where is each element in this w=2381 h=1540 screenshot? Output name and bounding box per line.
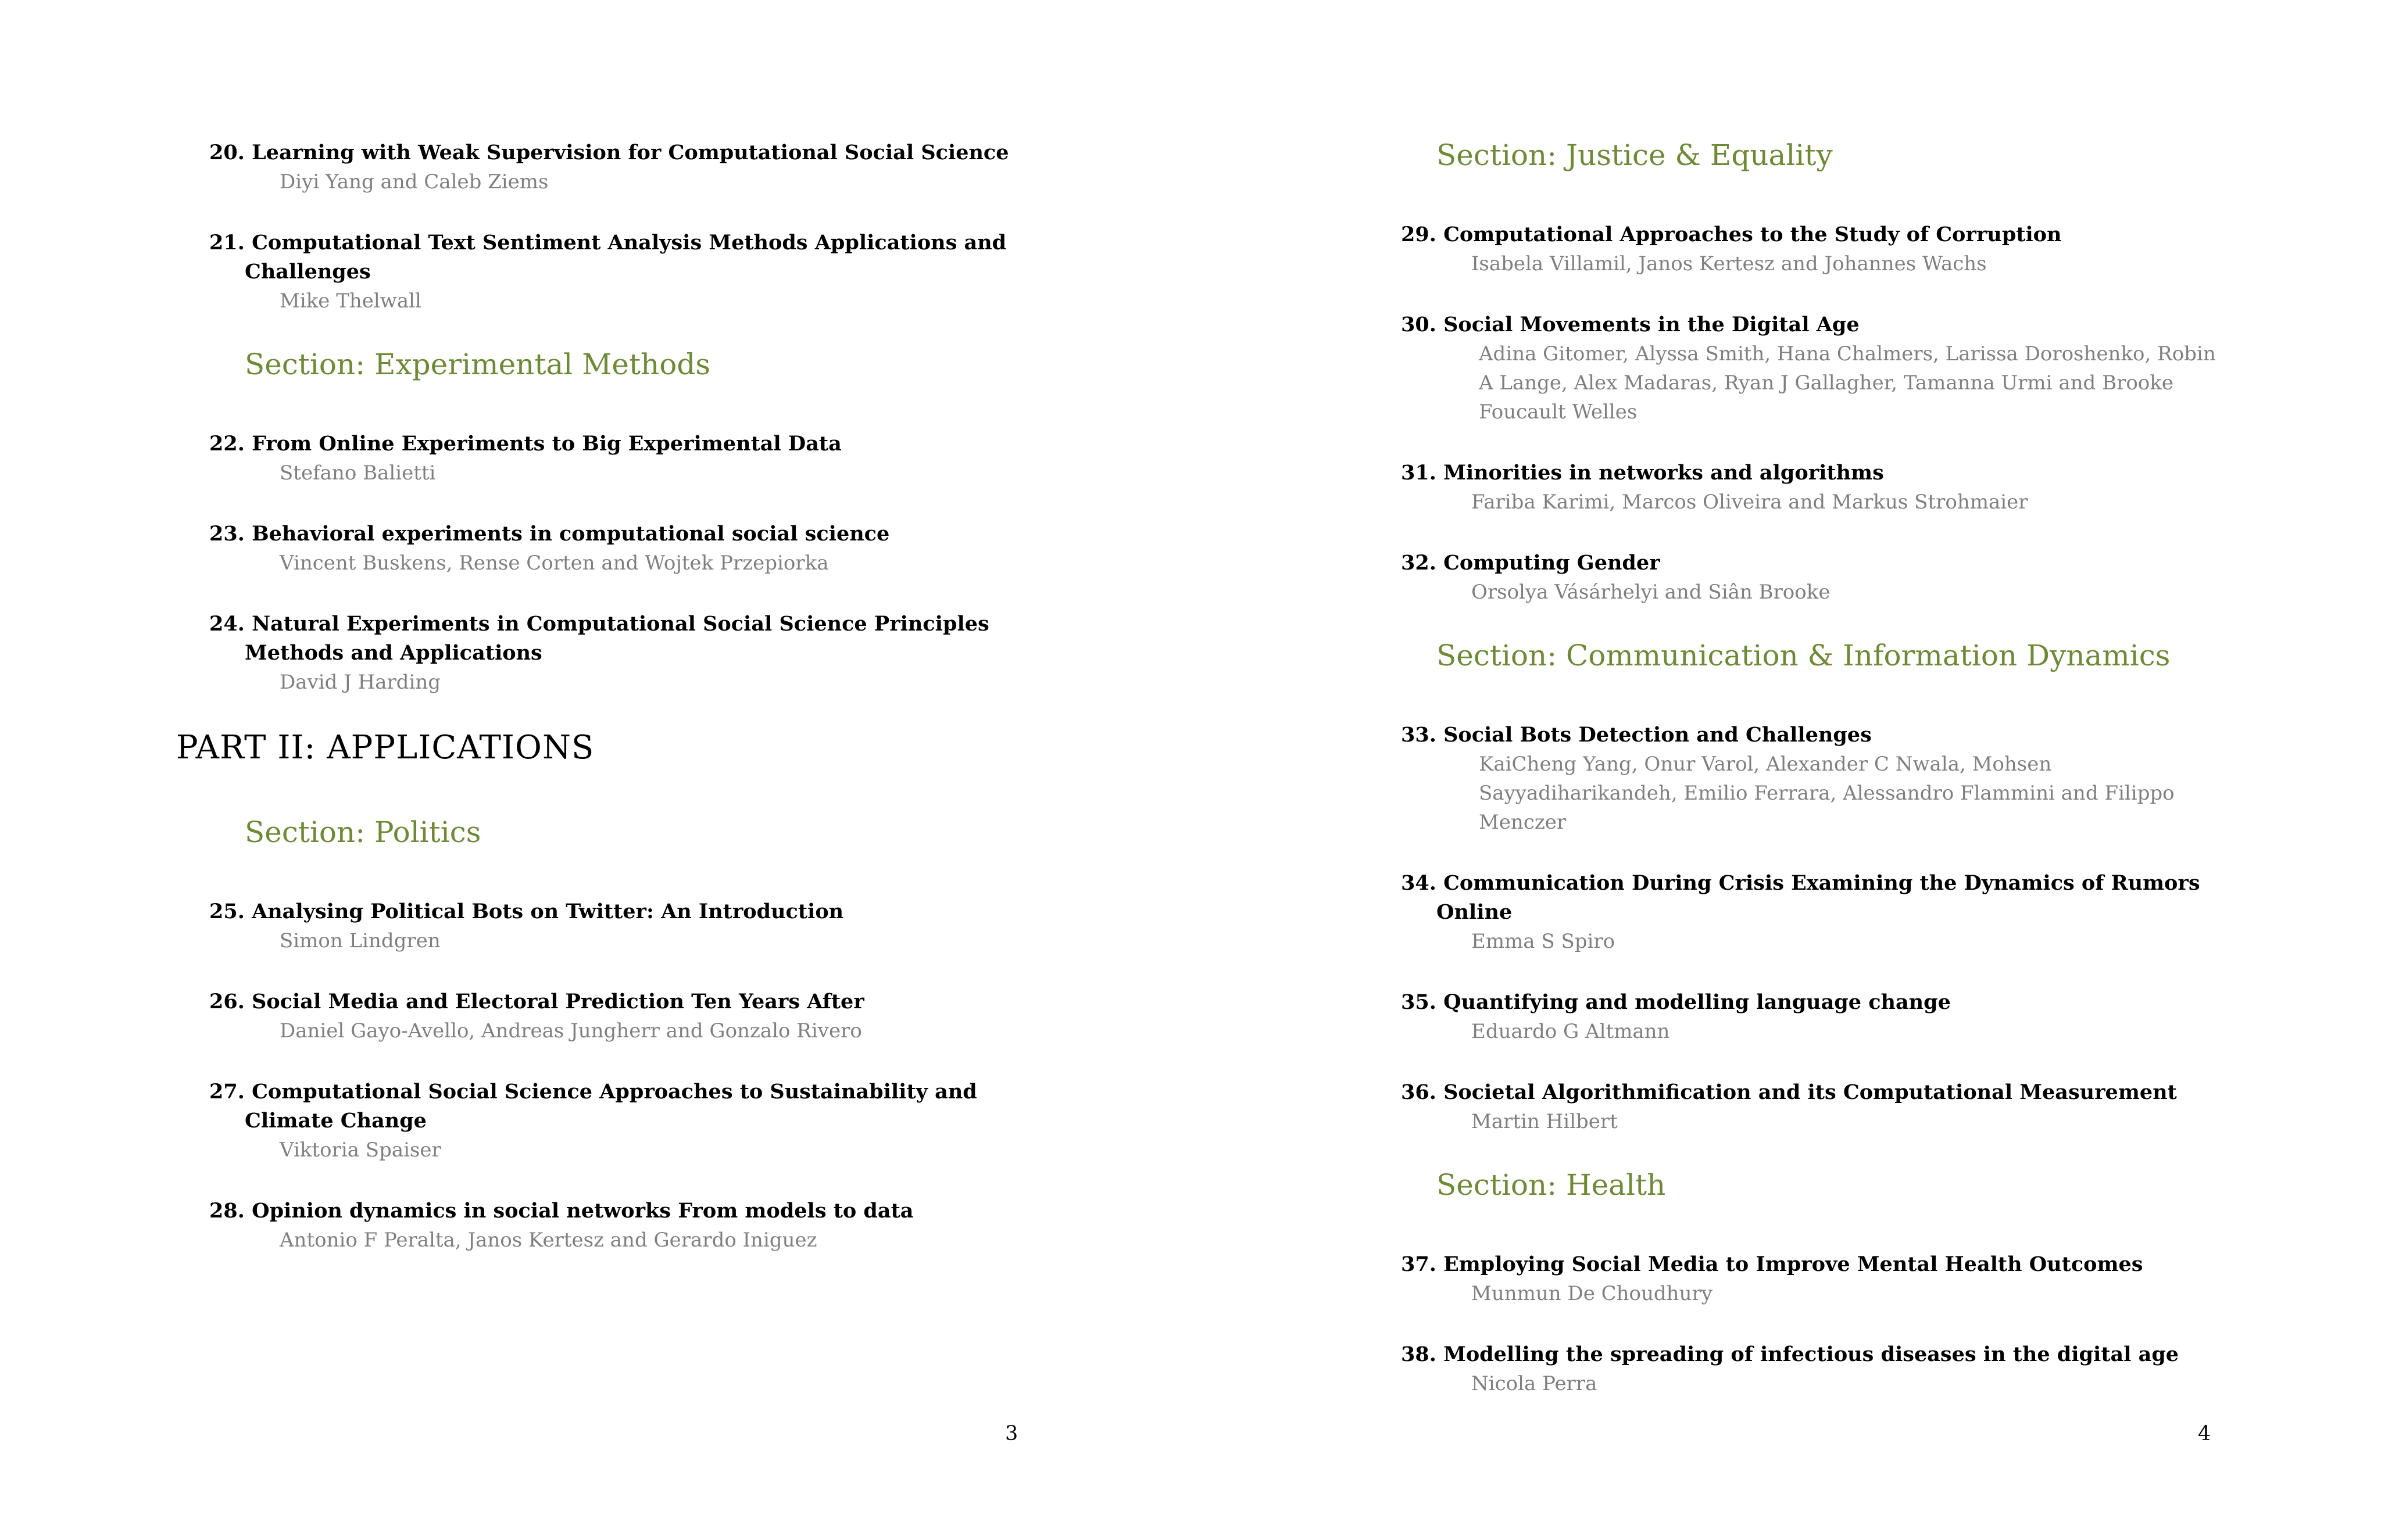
section-heading: Section: Politics [245,815,481,849]
chapter-authors: Vincent Buskens, Rense Corten and Wojtek Przepiorka [280,551,829,575]
chapter-title: 31. Minorities in networks and algorithms [1401,461,1884,485]
chapter-authors: Nicola Perra [1471,1372,1597,1395]
toc-entry [1401,721,2226,837]
toc-entry [1401,1250,2226,1308]
chapter-title: 33. Social Bots Detection and Challenges [1401,723,1872,747]
chapter-title: 36. Societal Algorithmification and its Computational Measurement [1401,1080,2177,1104]
chapter-title: 34. Communication During Crisis Examining the Dynamics of Rumors Online [1401,871,2200,924]
chapter-authors: Stefano Balietti [280,461,436,485]
toc-entry [209,987,1023,1045]
chapter-title: 24. Natural Experiments in Computational Social Science Principles Methods and Applications [209,612,989,665]
chapter-authors: Mike Thelwall [280,289,421,313]
toc-entry [209,138,1023,196]
section-heading: Section: Justice & Equality [1436,138,1833,172]
toc-entry [209,897,1023,955]
chapter-title: 25. Analysing Political Bots on Twitter: An Introduction [209,900,844,923]
page-number: 4 [2198,1422,2211,1445]
toc-entry [209,1197,1023,1255]
chapter-title: 35. Quantifying and modelling language change [1401,990,1951,1014]
chapter-title: 28. Opinion dynamics in social networks From models to data [209,1199,914,1223]
toc-entry [209,429,1023,488]
chapter-title: 26. Social Media and Electoral Prediction Ten Years After [209,990,864,1013]
chapter-title: 37. Employing Social Media to Improve Mental Health Outcomes [1401,1252,2143,1276]
toc-entry [1401,1078,2226,1136]
toc-entry [209,228,1023,316]
toc-entry [1401,1340,2226,1398]
chapter-authors: Simon Lindgren [280,929,441,952]
part-heading: PART II: APPLICATIONS [176,729,595,767]
toc-column-right [1401,138,2226,1430]
toc-entry [1401,869,2226,956]
chapter-title: 21. Computational Text Sentiment Analysis Methods Applications and Challenges [209,231,1007,284]
toc-entry [1401,220,2226,278]
toc-entry [209,1077,1023,1165]
chapter-title: 30. Social Movements in the Digital Age [1401,313,1860,336]
chapter-title: 29. Computational Approaches to the Study of Corruption [1401,223,2062,246]
section-heading: Section: Experimental Methods [245,348,711,381]
chapter-authors: Isabela Villamil, Janos Kertesz and Johannes Wachs [1471,252,1987,275]
toc-entry [1401,310,2226,427]
toc-entry [1401,988,2226,1046]
chapter-authors: Orsolya Vásárhelyi and Siân Brooke [1471,581,1831,604]
chapter-title: 22. From Online Experiments to Big Experimental Data [209,432,842,456]
chapter-authors: David J Harding [280,671,441,694]
right-page [1190,0,2381,1540]
toc-column-left [176,138,1023,1287]
chapter-title: 38. Modelling the spreading of infectious diseases in the digital age [1401,1342,2179,1366]
chapter-authors: Antonio F Peralta, Janos Kertesz and Gerardo Iniguez [280,1229,817,1252]
toc-entry [209,610,1023,697]
chapter-authors: Daniel Gayo-Avello, Andreas Jungherr and Gonzalo Rivero [280,1019,862,1043]
section-heading: Section: Health [1436,1168,1666,1202]
chapter-title: 27. Computational Social Science Approaches to Sustainability and Climate Change [209,1080,977,1133]
toc-entry [1401,549,2226,607]
chapter-authors: Viktoria Spaiser [280,1138,441,1162]
toc-entry [1401,459,2226,517]
chapter-authors: Adina Gitomer, Alyssa Smith, Hana Chalmers, Larissa Doroshenko, Robin A Lange, Alex Madaras, Ryan J Gallagher, Tamanna Urmi and Brooke Foucault Welles [1479,342,2216,424]
chapter-authors: Eduardo G Altmann [1471,1020,1670,1043]
left-page [0,0,1190,1540]
chapter-authors: Emma S Spiro [1471,930,1615,953]
chapter-authors: KaiCheng Yang, Onur Varol, Alexander C Nwala, Mohsen Sayyadiharikandeh, Emilio Ferrara, Alessandro Flammini and Filippo Menczer [1479,753,2175,834]
toc-entry [209,520,1023,578]
section-heading: Section: Communication & Information Dynamics [1436,639,2171,672]
chapter-title: 32. Computing Gender [1401,551,1660,575]
chapter-authors: Fariba Karimi, Marcos Oliveira and Markus Strohmaier [1471,490,2028,514]
chapter-authors: Martin Hilbert [1471,1110,1618,1133]
chapter-authors: Munmun De Choudhury [1471,1282,1713,1305]
chapter-authors: Diyi Yang and Caleb Ziems [280,170,549,194]
chapter-title: 23. Behavioral experiments in computational social science [209,522,890,546]
page-number: 3 [1005,1422,1018,1445]
chapter-title: 20. Learning with Weak Supervision for Computational Social Science [209,141,1009,164]
